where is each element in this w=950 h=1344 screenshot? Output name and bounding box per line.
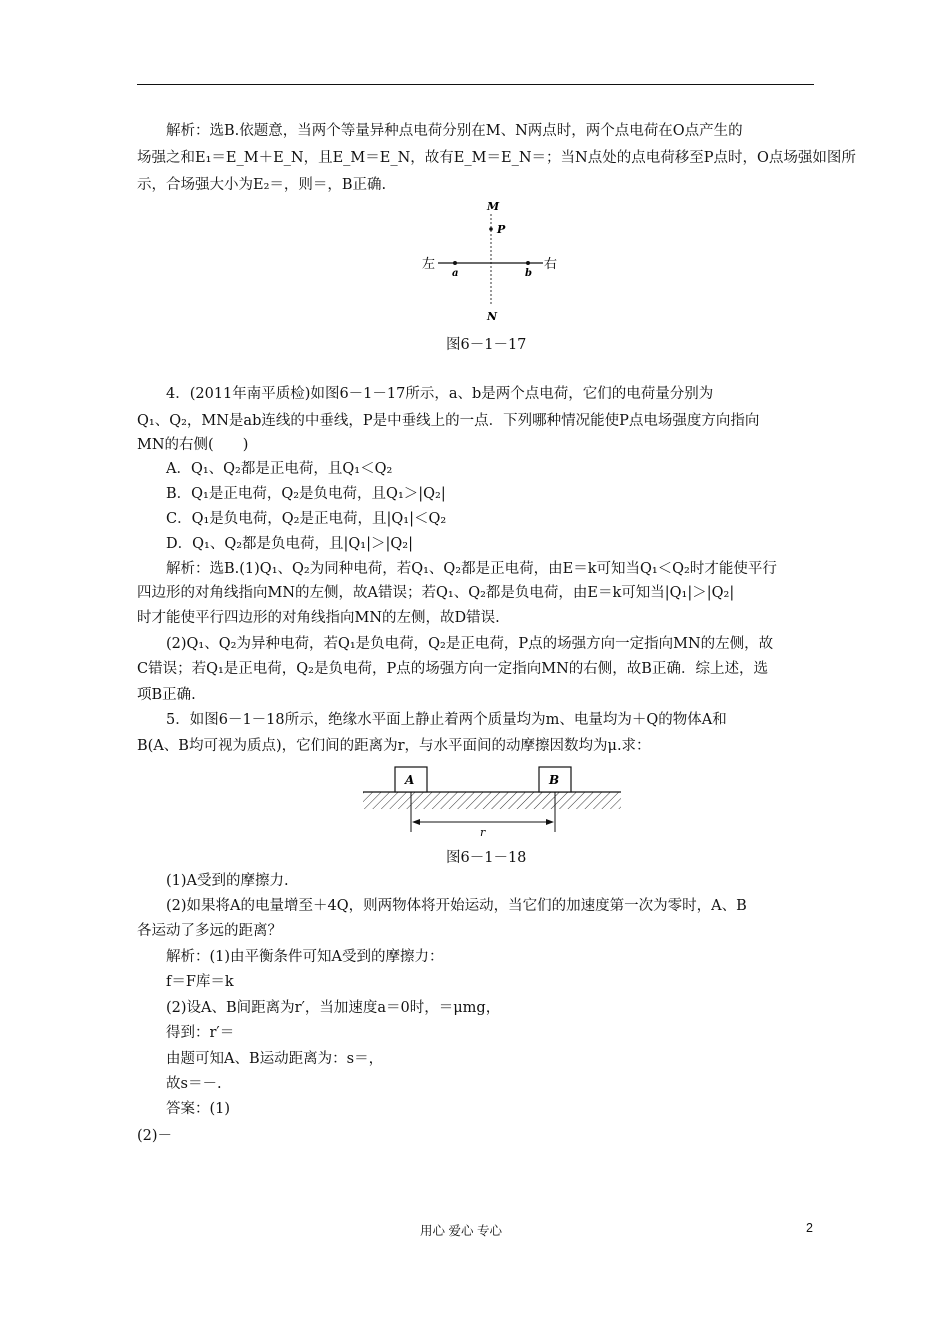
text-line: (2)如果将A的电量增至＋4Q，则两物体将开始运动，当它们的加速度第一次为零时，A、B [166, 898, 747, 914]
option-d: D．Q₁、Q₂都是负电荷，且|Q₁|＞|Q₂| [166, 536, 413, 552]
answer-line: 答案：(1) [166, 1101, 231, 1117]
figure-6-1-17 [410, 196, 570, 326]
label-p: P [497, 223, 506, 236]
page-footer: 用心 爱心 专心 [420, 1224, 502, 1238]
option-a: A．Q₁、Q₂都是正电荷，且Q₁＜Q₂ [166, 461, 393, 477]
text-line: (2)Q₁、Q₂为异种电荷，若Q₁是负电荷，Q₂是正电荷，P点的场强方向一定指向MN的左侧，故 [166, 636, 774, 652]
text-line: 项B正确. [137, 687, 196, 703]
text-line: (2)设A、B间距离为r′，当加速度a＝0时，＝μmg， [166, 1000, 501, 1016]
label-right: 右 [544, 257, 558, 272]
option-c: C．Q₁是负电荷，Q₂是正电荷，且|Q₁|＜Q₂ [166, 511, 447, 527]
text-line: 得到：r′＝ [166, 1025, 235, 1041]
figure-6-1-18 [360, 762, 624, 840]
text-line: 解析：选B.依题意，当两个等量异种点电荷分别在M、N两点时，两个点电荷在O点产生的 [166, 123, 743, 139]
arrowhead-right [546, 819, 554, 825]
text-line: 示，合场强大小为E₂＝，则＝，B正确. [137, 177, 387, 193]
option-b: B．Q₁是正电荷，Q₂是负电荷，且Q₁＞|Q₂| [166, 486, 446, 502]
text-line: 4．(2011年南平质检)如图6－1－17所示，a、b是两个点电荷，它们的电荷量分别为 [166, 386, 714, 402]
label-b: b [525, 268, 532, 279]
point-p [489, 227, 493, 231]
point-b [526, 261, 530, 265]
text-line: C错误；若Q₁是正电荷，Q₂是负电荷，P点的场强方向一定指向MN的右侧，故B正确．综上述，选 [137, 661, 768, 677]
text-line: B(A、B均可视为质点)，它们间的距离为r，与水平面间的动摩擦因数均为μ.求： [137, 738, 651, 754]
answer-line: (2)－ [137, 1128, 173, 1144]
page-number: 2 [806, 1221, 813, 1235]
label-block-a: A [405, 773, 415, 787]
text-line: 故s＝－. [166, 1076, 222, 1092]
figure-caption: 图6－1－17 [446, 337, 527, 353]
ground-hatching [363, 792, 621, 809]
text-line: 5．如图6－1－18所示，绝缘水平面上静止着两个质量均为m、电量均为＋Q的物体A和 [166, 712, 727, 728]
text-line: 场强之和E₁＝E_M＋E_N，且E_M＝E_N，故有E_M＝E_N＝；当N点处的点电荷移至P点时，O点场强如图所 [137, 150, 856, 166]
text-line: f＝F库＝k [166, 974, 234, 990]
header-rule [137, 84, 814, 85]
label-a: a [452, 268, 459, 279]
label-left: 左 [422, 257, 436, 272]
text-line: Q₁、Q₂，MN是ab连线的中垂线，P是中垂线上的一点．下列哪种情况能使P点电场强度方向指向 [137, 413, 760, 429]
text-line: 解析：选B.(1)Q₁、Q₂为同种电荷，若Q₁、Q₂都是正电荷，由E＝k可知当Q₁＜Q₂时才能使平行 [166, 561, 777, 577]
label-n: N [487, 310, 498, 323]
arrowhead-left [412, 819, 420, 825]
text-line: 解析：(1)由平衡条件可知A受到的摩擦力： [166, 949, 444, 965]
text-line: (1)A受到的摩擦力. [166, 873, 289, 889]
label-block-b: B [549, 773, 560, 787]
label-r: r [480, 826, 486, 839]
point-a [453, 261, 457, 265]
text-line: 各运动了多远的距离？ [137, 923, 282, 939]
text-line: 由题可知A、B运动距离为：s＝， [166, 1051, 384, 1067]
text-line: MN的右侧( ) [137, 437, 249, 453]
text-line: 四边形的对角线指向MN的左侧，故A错误；若Q₁、Q₂都是负电荷，由E＝k可知当|Q₁|＞|Q₂| [137, 585, 735, 601]
figure-caption: 图6－1－18 [446, 850, 527, 866]
label-m: M [487, 200, 500, 213]
text-line: 时才能使平行四边形的对角线指向MN的左侧，故D错误. [137, 610, 500, 626]
